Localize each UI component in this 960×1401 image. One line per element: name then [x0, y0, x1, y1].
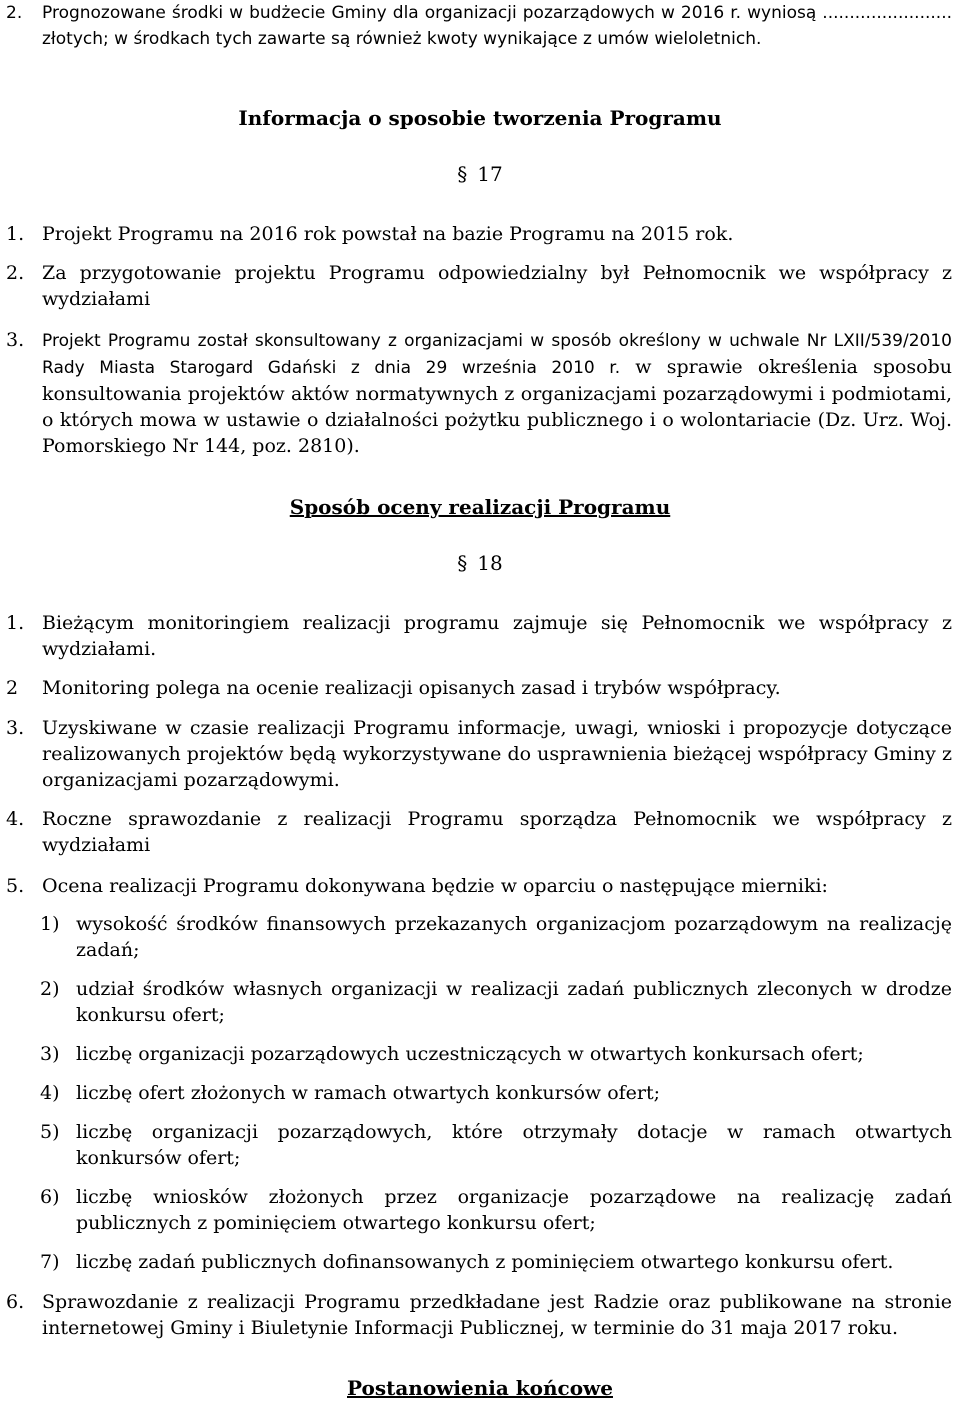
item-text-regulation: w sprawie określenia sposobu konsultowania projektów aktów normatywnych z organizacjami pozarządowymi i podmiotami, o których mowa w ustawie o działalności pożytku publicznego i o wolontariacie (Dz. Urz. Woj. Pomorskiego Nr 144, poz. 2810). [42, 356, 953, 457]
item-text: Roczne sprawozdanie z realizacji Programu sporządza Pełnomocnik we współpracy z wydziałami [42, 808, 952, 856]
item-text: Prognozowane środki w budżecie Gminy dla organizacji pozarządowych w 2016 r. wyniosą ........................ złotych; w środkach tych zawarte są również kwoty wynikające z umów wieloletnich. [42, 3, 952, 49]
list-item [0, 327, 952, 459]
measure-item [0, 1184, 952, 1236]
list-item [0, 675, 952, 701]
item-text: Monitoring polega na ocenie realizacji opisanych zasad i trybów współpracy. [42, 677, 781, 699]
item-number: 3. [6, 329, 25, 351]
list-item [0, 873, 952, 899]
item-number: 2. [6, 3, 23, 23]
measure-item [0, 1041, 952, 1067]
item-text-consultation: Projekt Programu został skonsultowany z organizacjami w sposób określony w uchwale Nr LXII/539/2010 Rady Miasta Starogard Gdański z dnia 29 września 2010 r. [42, 331, 952, 378]
item-number: 6. [6, 1291, 25, 1313]
item-text: liczbę zadań publicznych dofinansowanych z pominięciem otwartego konkursu ofert. [76, 1251, 894, 1273]
budget-item [0, 0, 952, 52]
section-sign-icon: § [457, 551, 468, 575]
paragraph-17-marker [0, 161, 960, 187]
item-text: Uzyskiwane w czasie realizacji Programu informacje, uwagi, wnioski i propozycje dotyczące realizowanych projektów będą wykorzystywane do usprawnienia bieżącej współpracy Gminy z organizacjami pozarządowymi. [42, 717, 952, 791]
item-number: 3. [6, 717, 25, 739]
measure-item [0, 976, 952, 1028]
section-heading-evaluation: Sposób oceny realizacji Programu [289, 495, 671, 519]
item-text: Sprawozdanie z realizacji Programu przedkładane jest Radzie oraz publikowane na stronie internetowej Gminy i Biuletynie Informacji Publicznej, w terminie do 31 maja 2017 roku. [42, 1291, 952, 1339]
list-item [0, 221, 952, 247]
paragraph-number: 18 [477, 551, 503, 575]
list-item [0, 260, 952, 312]
item-number: 2. [6, 262, 25, 284]
list-item [0, 806, 952, 858]
item-text: Bieżącym monitoringiem realizacji programu zajmuje się Pełnomocnik we współpracy z wydziałami. [42, 612, 952, 660]
item-text: liczbę organizacji pozarządowych uczestniczących w otwartych konkursach ofert; [76, 1043, 864, 1065]
item-text: Ocena realizacji Programu dokonywana będzie w oparciu o następujące mierniki: [42, 875, 828, 897]
item-number: 2 [6, 677, 19, 699]
item-number: 1) [40, 913, 60, 935]
section-sign-icon: § [457, 162, 468, 186]
item-text: liczbę wniosków złożonych przez organizacje pozarządowe na realizację zadań publicznych z pominięciem otwartego konkursu ofert; [76, 1186, 952, 1234]
item-text: Za przygotowanie projektu Programu odpowiedzialny był Pełnomocnik we współpracy z wydziałami [42, 262, 952, 310]
paragraph-18-marker [0, 550, 960, 576]
item-number: 5) [40, 1121, 60, 1143]
list-item [0, 610, 952, 662]
measure-item [0, 1249, 952, 1275]
list-item [0, 1289, 952, 1341]
section-heading-creation: Informacja o sposobie tworzenia Programu [238, 106, 722, 130]
item-number: 1. [6, 223, 25, 245]
item-number: 4) [40, 1082, 60, 1104]
item-number: 2) [40, 978, 60, 1000]
measure-item [0, 1080, 952, 1106]
item-text: wysokość środków finansowych przekazanych organizacjom pozarządowym na realizację zadań; [76, 913, 952, 961]
measure-item [0, 1119, 952, 1171]
measure-item [0, 911, 952, 963]
item-text: liczbę ofert złożonych w ramach otwartych konkursów ofert; [76, 1082, 661, 1104]
item-number: 1. [6, 612, 25, 634]
item-text: udział środków własnych organizacji w realizacji zadań publicznych zleconych w drodze konkursu ofert; [76, 978, 952, 1026]
list-item [0, 715, 952, 793]
item-number: 6) [40, 1186, 60, 1208]
item-text: liczbę organizacji pozarządowych, które otrzymały dotacje w ramach otwartych konkursów ofert; [76, 1121, 952, 1169]
paragraph-number: 17 [477, 162, 503, 186]
item-number: 7) [40, 1251, 60, 1273]
item-number: 4. [6, 808, 25, 830]
item-text: Projekt Programu na 2016 rok powstał na bazie Programu na 2015 rok. [42, 223, 734, 245]
item-number: 3) [40, 1043, 60, 1065]
item-number: 5. [6, 875, 25, 897]
section-heading-final: Postanowienia końcowe [347, 1376, 613, 1400]
